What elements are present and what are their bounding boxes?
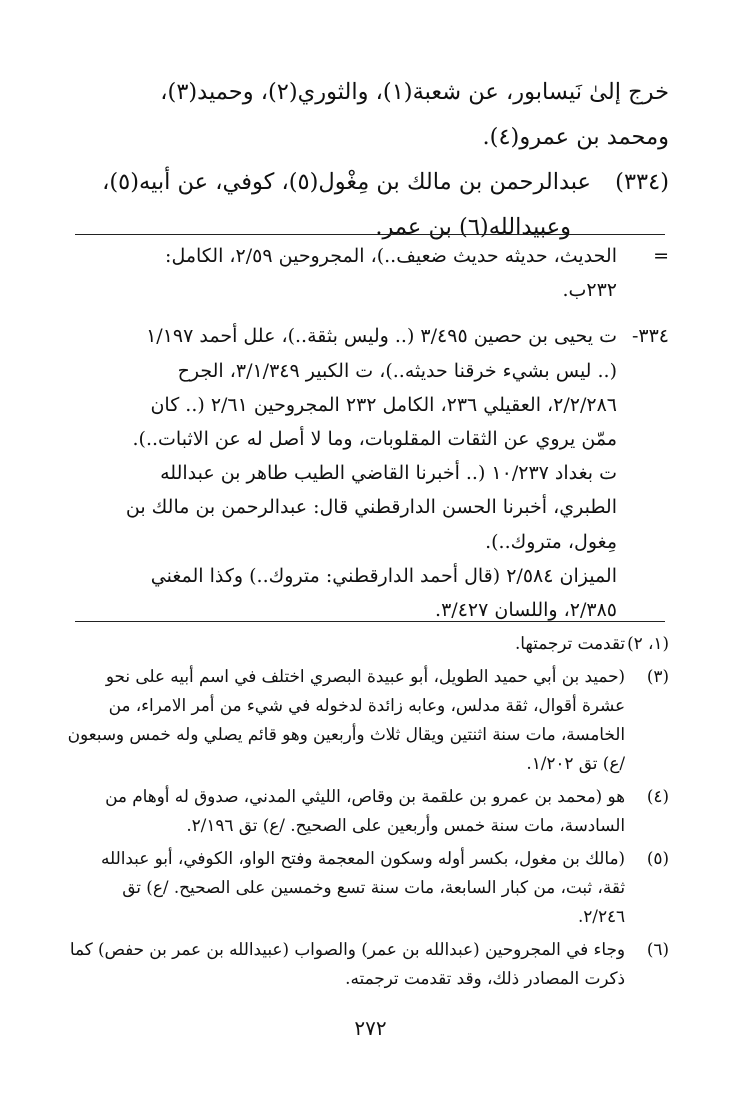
commentary-line: (.. ليس بشيء خرقنا حديثه..)، ت الكبير ٣/١/٣٤٩، الجرح (177, 359, 617, 382)
commentary-continuation (63, 239, 669, 307)
footnote-line: الخامسة، مات سنة اثنتين ويقال ثلاث وأربعين وهو قائم يصلي وله خمس وسبعون (67, 724, 625, 744)
continuation-marker: = (653, 245, 669, 267)
footnote-line: وجاء في المجروحين (عبدالله بن عمر) والصواب (عبيدالله بن عمر بن حفص) كما (69, 939, 625, 959)
commentary-entry (63, 319, 669, 627)
entry-text-1: عبدالرحمن بن مالك بن مِغْول(٥)، كوفي، عن أبيه(٥)، (102, 169, 591, 195)
footnote-number: (٦) (646, 939, 669, 959)
commentary-line: ت بغداد ١٠/٢٣٧ (.. أخبرنا القاضي الطيب طاهر بن عبدالله (160, 462, 617, 485)
main-line-2: ومحمد بن عمرو(٤). (482, 124, 669, 150)
commentary-line: مِغول، متروك..). (485, 530, 617, 553)
entry-number: (٣٣٤) (615, 169, 669, 195)
footnote-number: (٤) (646, 786, 669, 806)
page-number: ٢٧٢ (354, 1016, 387, 1040)
footnote (63, 935, 669, 993)
continuation-line: الحديث، حديثه حديث ضعيف..)، المجروحين ٢/٥٩، الكامل: (165, 245, 617, 267)
footnote-line: تقدمت ترجمتها. (514, 633, 625, 653)
footnote (63, 844, 669, 931)
footnote-line: ثقة، ثبت، من كبار السابعة، مات سنة تسع وخمسين على الصحيح. /ع) تق (122, 877, 625, 897)
footnote-number: (٥) (646, 848, 669, 868)
footnote-line: عشرة أقوال، ثقة مدلس، وعابه زائدة لدخوله في شيء من أمر الامراء، من (108, 695, 625, 715)
divider-rule-footnotes (75, 621, 665, 622)
footnote (63, 662, 669, 778)
commentary-line: ٢/٣٨٥، واللسان ٣/٤٢٧. (435, 599, 617, 622)
main-text (65, 70, 669, 250)
footnote-line: ٢/٢٤٦. (577, 906, 625, 926)
entry-line-1 (65, 160, 669, 205)
continuation-line: ٢٣٢ب. (562, 279, 617, 302)
commentary-entry-marker: ٣٣٤- (631, 325, 669, 348)
commentary-line: الميزان ٢/٥٨٤ (قال أحمد الدارقطني: متروك..) وكذا المغني (150, 564, 617, 587)
main-line-1: خرج إلىٰ نَيسابور، عن شعبة(١)، والثوري(٢)، وحميد(٣)، (160, 79, 669, 105)
entry-text-2: وعبيدالله(٦) بن عمر. (375, 214, 571, 240)
footnote-line: ذكرت المصادر ذلك، وقد تقدمت ترجمته. (345, 968, 625, 988)
commentary-line: ممّن يروي عن الثقات المقلوبات، وما لا أصل له عن الاثبات..). (132, 428, 617, 451)
footnotes (63, 629, 669, 993)
divider-rule-top (75, 234, 665, 235)
footnote (63, 782, 669, 840)
footnote-line: /ع) تق ١/٢٠٢. (526, 753, 625, 773)
commentary-line: ت يحيى بن حصين ٣/٤٩٥ (.. وليس بثقة..)، علل أحمد ١/١٩٧ (146, 325, 617, 348)
footnote-line: (حميد بن أبي حميد الطويل، أبو عبيدة البصري اختلف في اسم أبيه على نحو (105, 666, 625, 686)
footnote (63, 629, 669, 658)
footnote-line: هو (محمد بن عمرو بن علقمة بن وقاص، الليثي المدني، صدوق له أوهام من (105, 786, 625, 806)
footnote-line: (مالك بن مغول، بكسر أوله وسكون المعجمة وفتح الواو، الكوفي، أبو عبدالله (101, 848, 625, 868)
footnote-line: السادسة، مات سنة خمس وأربعين على الصحيح. /ع) تق ٢/١٩٦. (186, 815, 625, 835)
commentary-line: الطبري، أخبرنا الحسن الدارقطني قال: عبدالرحمن بن مالك بن (125, 496, 617, 519)
footnote-number: (٣) (646, 666, 669, 686)
commentary-notes (63, 239, 669, 627)
commentary-line: ٢/٢/٢٨٦، العقيلي ٢٣٦، الكامل ٢٣٢ المجروحين ٢/٦١ (.. كان (150, 393, 617, 416)
footnote-number: (١، ٢) (627, 633, 669, 653)
